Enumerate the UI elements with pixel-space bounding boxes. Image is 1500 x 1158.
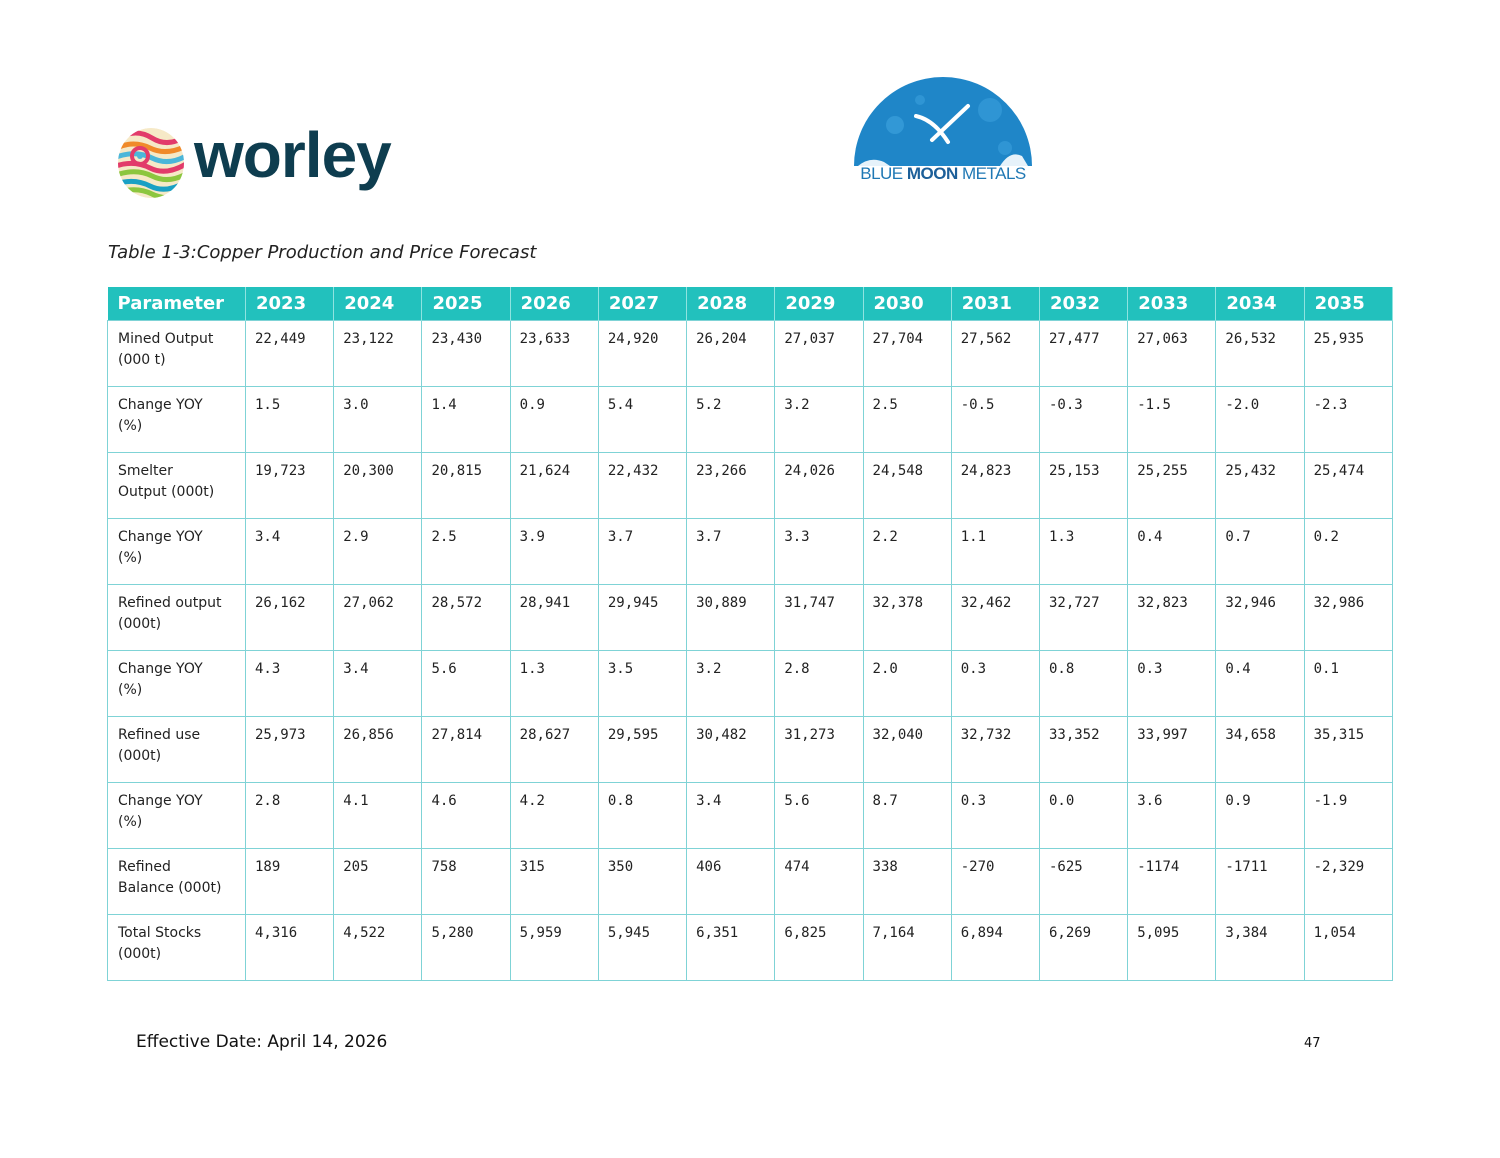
table-cell: 406	[687, 849, 775, 915]
header-year: 2025	[422, 287, 510, 321]
table-cell: 1.5	[246, 387, 334, 453]
table-cell: 0.4	[1128, 519, 1216, 585]
row-label	[108, 453, 246, 519]
table-cell: 26,204	[687, 321, 775, 387]
row-label	[108, 321, 246, 387]
table-cell: 315	[510, 849, 598, 915]
table-cell: -1.9	[1304, 783, 1392, 849]
table-row	[108, 453, 1393, 519]
table-cell: 26,856	[334, 717, 422, 783]
table-cell: 2.9	[334, 519, 422, 585]
table-cell: 3.4	[687, 783, 775, 849]
table-cell: 28,941	[510, 585, 598, 651]
table-cell: 3.3	[775, 519, 863, 585]
table-row	[108, 321, 1393, 387]
row-label-line1: Change YOY	[118, 793, 203, 809]
table-cell: 3.0	[334, 387, 422, 453]
table-row	[108, 915, 1393, 981]
table-cell: 3.6	[1128, 783, 1216, 849]
table-cell: 25,935	[1304, 321, 1392, 387]
table-cell: 23,122	[334, 321, 422, 387]
row-label-line1: Mined Output	[118, 331, 214, 347]
table-cell: 32,462	[951, 585, 1039, 651]
table-cell: 20,300	[334, 453, 422, 519]
table-cell: 0.3	[951, 651, 1039, 717]
table-cell: 4,522	[334, 915, 422, 981]
table-cell: 1.3	[510, 651, 598, 717]
table-cell: 30,889	[687, 585, 775, 651]
table-cell: 2.8	[246, 783, 334, 849]
table-caption: Table 1-3:Copper Production and Price Forecast	[108, 242, 537, 263]
table-cell: 32,732	[951, 717, 1039, 783]
header-year: 2035	[1304, 287, 1392, 321]
table-cell: 24,548	[863, 453, 951, 519]
row-label	[108, 783, 246, 849]
row-label	[108, 651, 246, 717]
blue-moon-metals-wordmark: BLUE MOON METALS	[860, 164, 1026, 183]
table-cell: 30,482	[687, 717, 775, 783]
table-cell: 23,633	[510, 321, 598, 387]
table-cell: 27,062	[334, 585, 422, 651]
table-row	[108, 717, 1393, 783]
table-cell: 27,704	[863, 321, 951, 387]
table-cell: 27,477	[1039, 321, 1127, 387]
table-cell: 6,894	[951, 915, 1039, 981]
table-cell: 26,532	[1216, 321, 1304, 387]
row-label-line2: Balance (000t)	[118, 880, 222, 896]
table-cell: 28,572	[422, 585, 510, 651]
table-cell: 6,825	[775, 915, 863, 981]
table-cell: 25,255	[1128, 453, 1216, 519]
row-label-line2: Output (000t)	[118, 484, 215, 500]
table-cell: 20,815	[422, 453, 510, 519]
header-parameter: Parameter	[108, 287, 246, 321]
table-cell: 4,316	[246, 915, 334, 981]
header-year: 2028	[687, 287, 775, 321]
table-cell: 2.8	[775, 651, 863, 717]
table-cell: 24,026	[775, 453, 863, 519]
table-cell: 5.4	[598, 387, 686, 453]
effective-date: Effective Date: April 14, 2026	[136, 1032, 388, 1052]
table-cell: 0.3	[951, 783, 1039, 849]
table-cell: 24,920	[598, 321, 686, 387]
header-year: 2024	[334, 287, 422, 321]
table-row	[108, 849, 1393, 915]
table-cell: 5,280	[422, 915, 510, 981]
table-cell: 1.1	[951, 519, 1039, 585]
row-label-line2: (000t)	[118, 946, 162, 962]
table-cell: -2,329	[1304, 849, 1392, 915]
table-cell: 33,997	[1128, 717, 1216, 783]
table-cell: 0.3	[1128, 651, 1216, 717]
header-year: 2033	[1128, 287, 1216, 321]
row-label	[108, 849, 246, 915]
table-cell: 2.0	[863, 651, 951, 717]
table-row	[108, 585, 1393, 651]
row-label-line2: (%)	[118, 550, 143, 566]
row-label-line2: (%)	[118, 418, 143, 434]
table-cell: 3.2	[775, 387, 863, 453]
table-cell: 0.2	[1304, 519, 1392, 585]
table-cell: 3.4	[334, 651, 422, 717]
table-cell: 31,747	[775, 585, 863, 651]
table-cell: -270	[951, 849, 1039, 915]
row-label-line1: Refined output	[118, 595, 222, 611]
table-cell: 25,153	[1039, 453, 1127, 519]
table-row	[108, 651, 1393, 717]
table-cell: 25,432	[1216, 453, 1304, 519]
table-cell: 3.5	[598, 651, 686, 717]
table-cell: 0.4	[1216, 651, 1304, 717]
table-cell: 24,823	[951, 453, 1039, 519]
table-cell: 27,063	[1128, 321, 1216, 387]
table-cell: 25,973	[246, 717, 334, 783]
table-cell: -0.3	[1039, 387, 1127, 453]
table-cell: 26,162	[246, 585, 334, 651]
row-label	[108, 387, 246, 453]
table-cell: 1.4	[422, 387, 510, 453]
copper-forecast-table	[107, 287, 1393, 981]
table-cell: 4.1	[334, 783, 422, 849]
table-cell: 27,814	[422, 717, 510, 783]
table-cell: 1.3	[1039, 519, 1127, 585]
header-year: 2026	[510, 287, 598, 321]
table-cell: 29,945	[598, 585, 686, 651]
table-cell: 8.7	[863, 783, 951, 849]
table-cell: -2.0	[1216, 387, 1304, 453]
table-cell: 5,959	[510, 915, 598, 981]
table-cell: 4.2	[510, 783, 598, 849]
table-cell: 3.9	[510, 519, 598, 585]
table-cell: 5.2	[687, 387, 775, 453]
table-cell: 338	[863, 849, 951, 915]
table-cell: 5.6	[422, 651, 510, 717]
table-cell: 35,315	[1304, 717, 1392, 783]
table-cell: 6,269	[1039, 915, 1127, 981]
row-label	[108, 585, 246, 651]
page-number: 47	[1304, 1036, 1321, 1051]
table-cell: 4.6	[422, 783, 510, 849]
table-cell: 758	[422, 849, 510, 915]
table-cell: 32,727	[1039, 585, 1127, 651]
table-cell: 5,945	[598, 915, 686, 981]
table-cell: 34,658	[1216, 717, 1304, 783]
table-cell: -1174	[1128, 849, 1216, 915]
table-header-row	[108, 287, 1393, 321]
table-cell: 3,384	[1216, 915, 1304, 981]
table-cell: 32,986	[1304, 585, 1392, 651]
header-year: 2031	[951, 287, 1039, 321]
table-cell: 2.5	[863, 387, 951, 453]
header-year: 2030	[863, 287, 951, 321]
table-cell: 0.7	[1216, 519, 1304, 585]
table-cell: 189	[246, 849, 334, 915]
table-cell: 23,430	[422, 321, 510, 387]
table-cell: 0.1	[1304, 651, 1392, 717]
row-label	[108, 717, 246, 783]
table-cell: 0.8	[1039, 651, 1127, 717]
table-cell: 29,595	[598, 717, 686, 783]
table-cell: 25,474	[1304, 453, 1392, 519]
row-label-line2: (000t)	[118, 616, 162, 632]
table-cell: 4.3	[246, 651, 334, 717]
table-cell: 7,164	[863, 915, 951, 981]
header-year: 2034	[1216, 287, 1304, 321]
table-cell: 474	[775, 849, 863, 915]
row-label-line1: Change YOY	[118, 661, 203, 677]
row-label-line2: (000 t)	[118, 352, 166, 368]
table-cell: -2.3	[1304, 387, 1392, 453]
blue-moon-metals-logo	[850, 70, 1036, 190]
header-year: 2023	[246, 287, 334, 321]
table-cell: 32,378	[863, 585, 951, 651]
table-cell: 22,432	[598, 453, 686, 519]
table-cell: -1.5	[1128, 387, 1216, 453]
table-cell: 31,273	[775, 717, 863, 783]
row-label-line1: Refined	[118, 859, 171, 875]
table-cell: 22,449	[246, 321, 334, 387]
row-label-line1: Change YOY	[118, 397, 203, 413]
table-cell: 32,823	[1128, 585, 1216, 651]
table-cell: 0.8	[598, 783, 686, 849]
worley-swirl-icon	[116, 126, 186, 200]
table-cell: 21,624	[510, 453, 598, 519]
row-label-line1: Change YOY	[118, 529, 203, 545]
table-row	[108, 519, 1393, 585]
header-year: 2027	[598, 287, 686, 321]
table-cell: 6,351	[687, 915, 775, 981]
header-year: 2032	[1039, 287, 1127, 321]
table-cell: 3.2	[687, 651, 775, 717]
table-cell: 3.7	[687, 519, 775, 585]
table-cell: 3.7	[598, 519, 686, 585]
row-label-line1: Refined use	[118, 727, 201, 743]
table-cell: 27,037	[775, 321, 863, 387]
table-row	[108, 387, 1393, 453]
table-cell: 23,266	[687, 453, 775, 519]
worley-logo	[116, 119, 416, 202]
table-cell: 32,040	[863, 717, 951, 783]
table-cell: 33,352	[1039, 717, 1127, 783]
row-label-line2: (%)	[118, 814, 143, 830]
row-label-line2: (000t)	[118, 748, 162, 764]
table-cell: -1711	[1216, 849, 1304, 915]
table-cell: 2.5	[422, 519, 510, 585]
table-cell: 0.9	[1216, 783, 1304, 849]
row-label-line2: (%)	[118, 682, 143, 698]
table-row	[108, 783, 1393, 849]
table-cell: 32,946	[1216, 585, 1304, 651]
table-cell: 5,095	[1128, 915, 1216, 981]
table-cell: -0.5	[951, 387, 1039, 453]
table-cell: 2.2	[863, 519, 951, 585]
row-label-line1: Smelter	[118, 463, 173, 479]
row-label	[108, 519, 246, 585]
table-cell: 28,627	[510, 717, 598, 783]
header-year: 2029	[775, 287, 863, 321]
table-cell: 205	[334, 849, 422, 915]
table-cell: 0.9	[510, 387, 598, 453]
table-cell: 1,054	[1304, 915, 1392, 981]
table-cell: 5.6	[775, 783, 863, 849]
table-cell: 27,562	[951, 321, 1039, 387]
row-label	[108, 915, 246, 981]
table-cell: 3.4	[246, 519, 334, 585]
table-cell: -625	[1039, 849, 1127, 915]
moon-pickaxe-icon	[850, 70, 1036, 170]
table-cell: 19,723	[246, 453, 334, 519]
table-cell: 0.0	[1039, 783, 1127, 849]
row-label-line1: Total Stocks	[118, 925, 202, 941]
table-cell: 350	[598, 849, 686, 915]
worley-wordmark: worley	[194, 119, 391, 191]
